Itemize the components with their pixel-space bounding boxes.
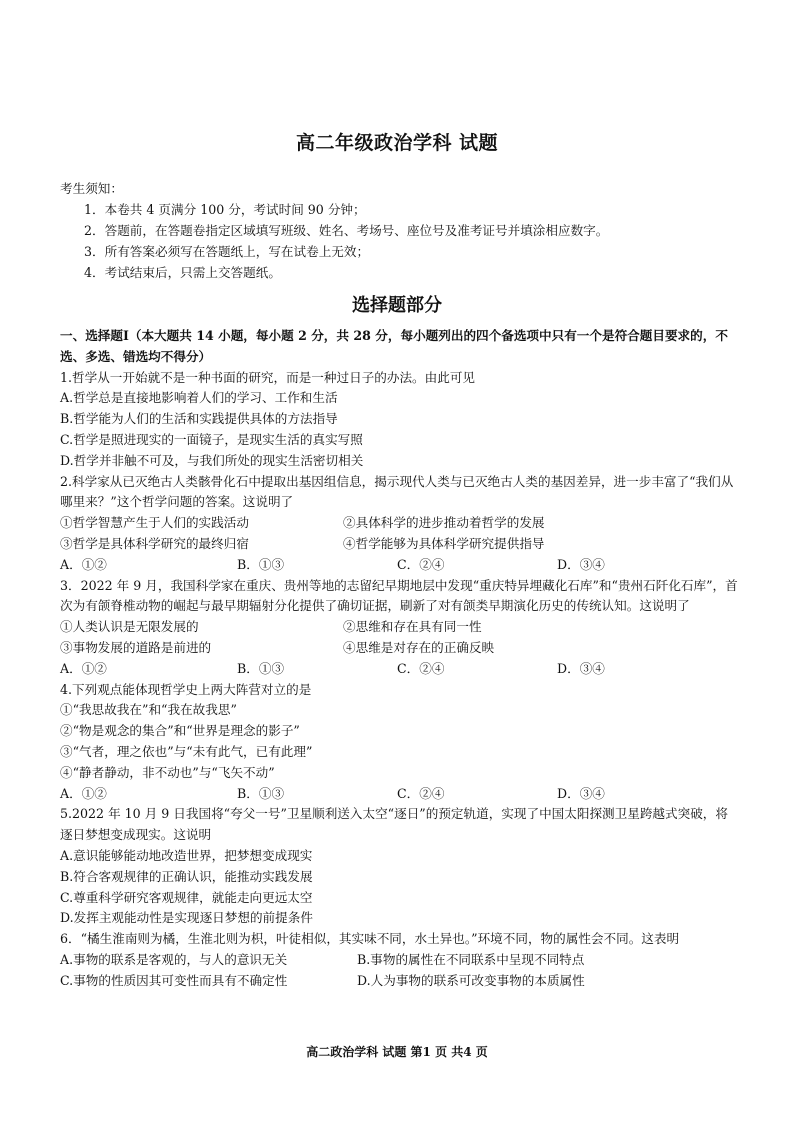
notice-item: 1．本卷共 4 页满分 100 分，考试时间 90 分钟；	[84, 202, 366, 217]
q5-option-a: A.意识能够能动地改造世界，把梦想变成现实	[60, 847, 313, 863]
q4-option-a: A．①②	[60, 785, 107, 801]
q6-option-c: C.事物的性质因其可变性而具有不确定性	[60, 972, 288, 988]
question-5-stem: 5.2022 年 10 月 9 日我国将“夸父一号”卫星顺利送入太空“逐日”的预定轨道，实现了中国太阳探测卫星跨越式突破，将逐日梦想变成现实。这说明	[60, 806, 728, 843]
page-title: 高二年级政治学科 试题	[295, 132, 499, 154]
q1-option-d: D.哲学并非触不可及，与我们所处的现实生活密切相关	[60, 452, 364, 468]
q3-option-c: C．②④	[397, 660, 445, 676]
q4-statement-4: ④“静者静动，非不动也”与“飞矢不动”	[60, 764, 275, 780]
q2-option-c: C．②④	[397, 556, 445, 572]
q3-statements-row	[60, 638, 740, 659]
q1-option-b: B.哲学能为人们的生活和实践提供具体的方法指导	[60, 411, 338, 427]
question-6-stem: 6．“橘生淮南则为橘，生淮北则为枳，叶徒相似，其实味不同，水土异也。”环境不同，物的属性会不同。这表明	[60, 931, 680, 947]
q3-statement-3: ③事物发展的道路是前进的	[60, 639, 212, 655]
q6-option-a: A.事物的联系是客观的，与人的意识无关	[60, 951, 288, 967]
q6-options-row	[60, 971, 740, 992]
q2-statement-3: ③哲学是具体科学研究的最终归宿	[60, 535, 249, 551]
page-footer: 高二政治学科 试题 第1 页 共4 页	[306, 1045, 488, 1059]
notice-item: 2．答题前，在答题卷指定区域填写班级、姓名、考场号、座位号及准考证号并填涂相应数字。	[84, 223, 609, 238]
q4-statement-1: ①“我思故我在”和“我在故我思”	[60, 702, 237, 718]
q4-option-c: C．②④	[397, 785, 445, 801]
q5-option-b: B.符合客观规律的正确认识，能推动实践发展	[60, 868, 313, 884]
q4-option-b: B．①③	[237, 785, 285, 801]
q3-option-b: B．①③	[237, 660, 285, 676]
q6-option-d: D.人为事物的联系可改变事物的本质属性	[357, 972, 585, 988]
notice-item: 4．考试结束后，只需上交答题纸。	[84, 265, 281, 280]
question-1-stem: 1.哲学从一开始就不是一种书面的研究，而是一种过日子的办法。由此可见	[60, 369, 476, 385]
q4-statement-2: ②“物是观念的集合”和“世界是理念的影子”	[60, 723, 300, 739]
q2-statements-row	[60, 534, 740, 555]
q5-option-d: D.发挥主观能动性是实现逐日梦想的前提条件	[60, 910, 313, 926]
questions	[60, 326, 740, 992]
q2-option-d: D．③④	[557, 556, 605, 572]
q2-option-b: B．①③	[237, 556, 285, 572]
q3-statement-2: ②思维和存在具有同一性	[343, 619, 482, 635]
q6-options-row	[60, 950, 740, 971]
q2-statement-1: ①哲学智慧产生于人们的实践活动	[60, 515, 249, 531]
q3-option-d: D．③④	[557, 660, 605, 676]
q1-option-a: A.哲学总是直接地影响着人们的学习、工作和生活	[60, 390, 338, 406]
q3-statements-row	[60, 617, 740, 638]
q4-option-d: D．③④	[557, 785, 605, 801]
q2-statements-row	[60, 513, 740, 534]
exam-notice	[60, 178, 740, 283]
q4-statement-3: ③“气者，理之依也”与“未有此气，已有此理”	[60, 743, 313, 759]
q3-statement-4: ④思维是对存在的正确反映	[343, 639, 495, 655]
q3-option-a: A．①②	[60, 660, 107, 676]
q2-options-row	[60, 555, 740, 576]
section-title: 选择题部分	[352, 295, 442, 316]
question-4-stem: 4.下列观点能体现哲学史上两大阵营对立的是	[60, 681, 312, 697]
q3-statement-1: ①人类认识是无限发展的	[60, 619, 199, 635]
notice-heading: 考生须知：	[60, 181, 123, 196]
q4-options-row	[60, 784, 740, 805]
question-2-stem: 2.科学家从已灭绝古人类骸骨化石中提取出基因组信息，揭示现代人类与已灭绝古人类的基因差异，进一步丰富了“我们从哪里来？”这个哲学问题的答案。这说明了	[60, 473, 734, 510]
part-instructions: 一、选择题Ⅰ（本大题共 14 小题，每小题 2 分，共 28 分，每小题列出的四个备选项中只有一个是符合题目要求的，不选、多选、错选均不得分）	[60, 328, 728, 364]
question-3-stem: 3．2022 年 9 月，我国科学家在重庆、贵州等地的志留纪早期地层中发现“重庆特异埋藏化石库”和“贵州石阡化石库”，首次为有颌脊椎动物的崛起与最早期辐射分化提供了确切证据，刷新了对有颌类早期演化历史的传统认知。这说明了	[60, 577, 738, 614]
q1-option-c: C.哲学是照进现实的一面镜子，是现实生活的真实写照	[60, 431, 363, 447]
q5-option-c: C.尊重科学研究客观规律，就能走向更远太空	[60, 889, 313, 905]
q3-options-row	[60, 659, 740, 680]
notice-item: 3．所有答案必须写在答题纸上，写在试卷上无效；	[84, 244, 370, 259]
q2-option-a: A．①②	[60, 556, 107, 572]
q2-statement-2: ②具体科学的进步推动着哲学的发展	[343, 515, 545, 531]
q2-statement-4: ④哲学能够为具体科学研究提供指导	[343, 535, 545, 551]
q6-option-b: B.事物的属性在不同联系中呈现不同特点	[357, 951, 585, 967]
